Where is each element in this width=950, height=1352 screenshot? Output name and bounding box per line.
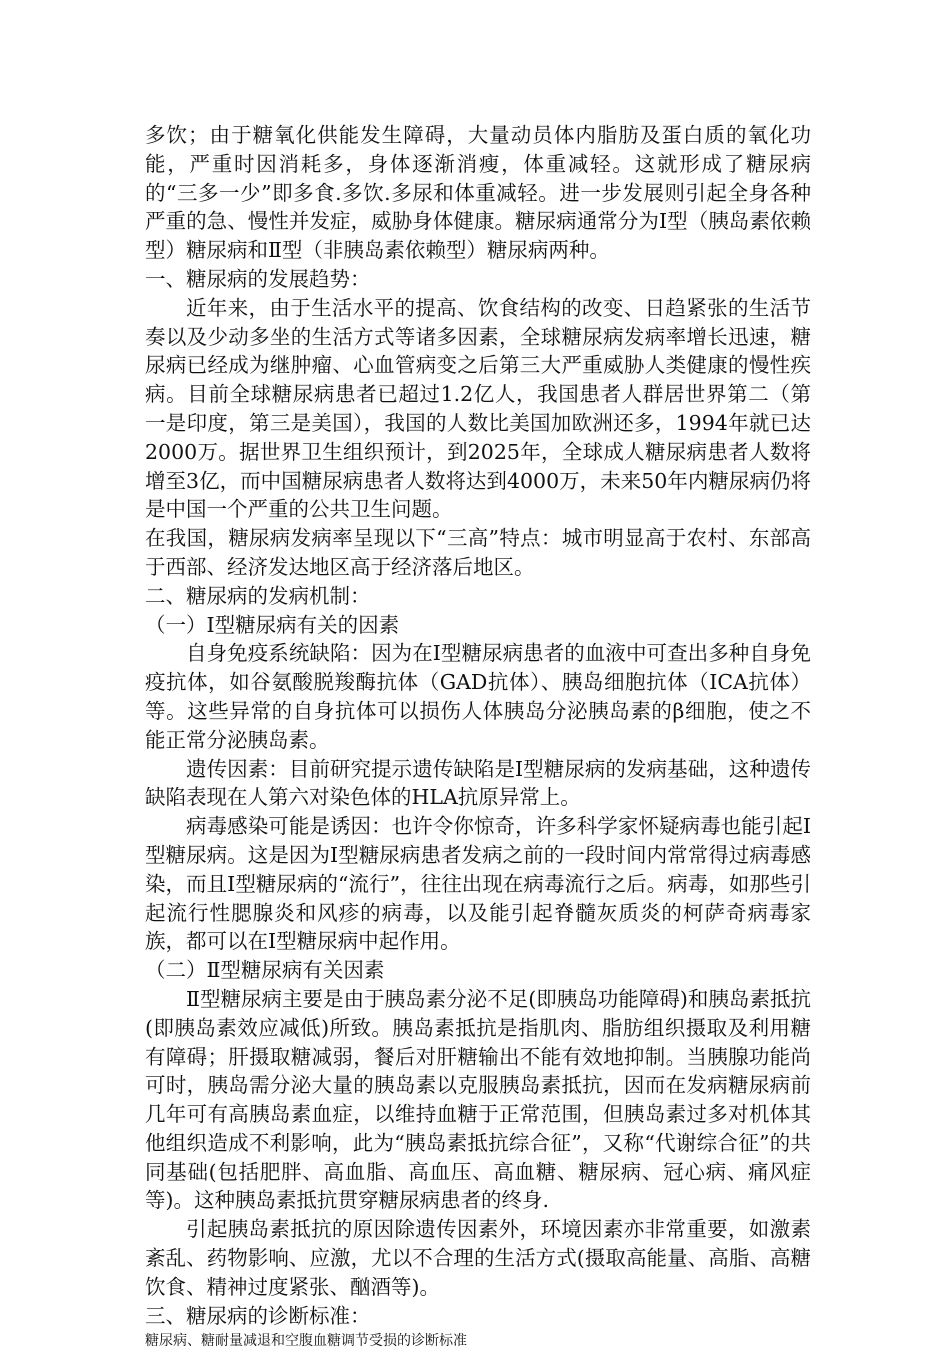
- section-2-heading: 二、糖尿病的发病机制：: [145, 583, 371, 608]
- subsection-1-paragraph-3: 病毒感染可能是诱因：也许令你惊奇，许多科学家怀疑病毒也能引起Ⅰ型糖尿病。这是因为Ⅰ型糖尿病患者发病之前的一段时间内常常得过病毒感染，而且Ⅰ型糖尿病的“流行”，往往出现在病毒流行之后。病毒，如那些引起流行性腮腺炎和风疹的病毒，以及能引起脊髓灰质炎的柯萨奇病毒家族，都可以在Ⅰ型糖尿病中起作用。: [145, 814, 811, 954]
- section-1-paragraph-1: 近年来，由于生活水平的提高、饮食结构的改变、日趋紧张的生活节奏以及少动多坐的生活方式等诸多因素，全球糖尿病发病率增长迅速，糖尿病已经成为继肿瘤、心血管病变之后第三大严重威胁人类健康的慢性疾病。目前全球糖尿病患者已超过1.2亿人，我国患者人群居世界第二（第一是印度，第三是美国），我国的人数比美国加欧洲还多，1994年就已达2000万。据世界卫生组织预计，到2025年，全球成人糖尿病患者人数将增至3亿，而中国糖尿病患者人数将达到4000万，未来50年内糖尿病仍将是中国一个严重的公共卫生问题。: [145, 295, 811, 522]
- subsection-1-heading: （一）Ⅰ型糖尿病有关的因素: [145, 612, 400, 637]
- subsection-2-paragraph-1: Ⅱ型糖尿病主要是由于胰岛素分泌不足(即胰岛功能障碍)和胰岛素抵抗(即胰岛素效应减低)所致。胰岛素抵抗是指肌肉、脂肪组织摄取及利用糖有障碍；肝摄取糖减弱，餐后对肝糖输出不能有效地抑制。当胰腺功能尚可时，胰岛需分泌大量的胰岛素以克服胰岛素抵抗，因而在发病糖尿病前几年可有高胰岛素血症，以维持血糖于正常范围，但胰岛素过多对机体其他组织造成不利影响，此为“胰岛素抵抗综合征”，又称“代谢综合征”的共同基础(包括肥胖、高血脂、高血压、高血糖、糖尿病、冠心病、痛风症等)。这种胰岛素抵抗贯穿糖尿病患者的终身.: [145, 986, 811, 1213]
- subsection-2-heading: （二）Ⅱ型糖尿病有关因素: [145, 958, 385, 983]
- subsection-1-paragraph-2: 遗传因素：目前研究提示遗传缺陷是Ⅰ型糖尿病的发病基础，这种遗传缺陷表现在人第六对染色体的HLA抗原异常上。: [145, 756, 811, 810]
- document-page: [145, 121, 811, 1352]
- section-1-heading: 一、糖尿病的发展趋势：: [145, 266, 371, 291]
- table-caption: 糖尿病、糖耐量减退和空腹血糖调节受损的诊断标准: [145, 1333, 467, 1350]
- section-3-heading: 三、糖尿病的诊断标准：: [145, 1303, 371, 1328]
- intro-paragraph: 多饮；由于糖氧化供能发生障碍，大量动员体内脂肪及蛋白质的氧化功能，严重时因消耗多，身体逐渐消瘦，体重减轻。这就形成了糖尿病的“三多一少”即多食.多饮.多尿和体重减轻。进一步发展则引起全身各种严重的急、慢性并发症，威胁身体健康。糖尿病通常分为Ⅰ型（胰岛素依赖型）糖尿病和Ⅱ型（非胰岛素依赖型）糖尿病两种。: [145, 123, 811, 263]
- subsection-2-paragraph-2: 引起胰岛素抵抗的原因除遗传因素外，环境因素亦非常重要，如激素紊乱、药物影响、应激，尤以不合理的生活方式(摄取高能量、高脂、高糖饮食、精神过度紧张、酗酒等)。: [145, 1217, 811, 1299]
- subsection-1-paragraph-1: 自身免疫系统缺陷：因为在Ⅰ型糖尿病患者的血液中可查出多种自身免疫抗体，如谷氨酸脱羧酶抗体（GAD抗体）、胰岛细胞抗体（ICA抗体）等。这些异常的自身抗体可以损伤人体胰岛分泌胰岛素的β细胞，使之不能正常分泌胰岛素。: [145, 641, 811, 752]
- section-1-paragraph-2: 在我国，糖尿病发病率呈现以下“三高”特点：城市明显高于农村、东部高于西部、经济发达地区高于经济落后地区。: [145, 526, 811, 579]
